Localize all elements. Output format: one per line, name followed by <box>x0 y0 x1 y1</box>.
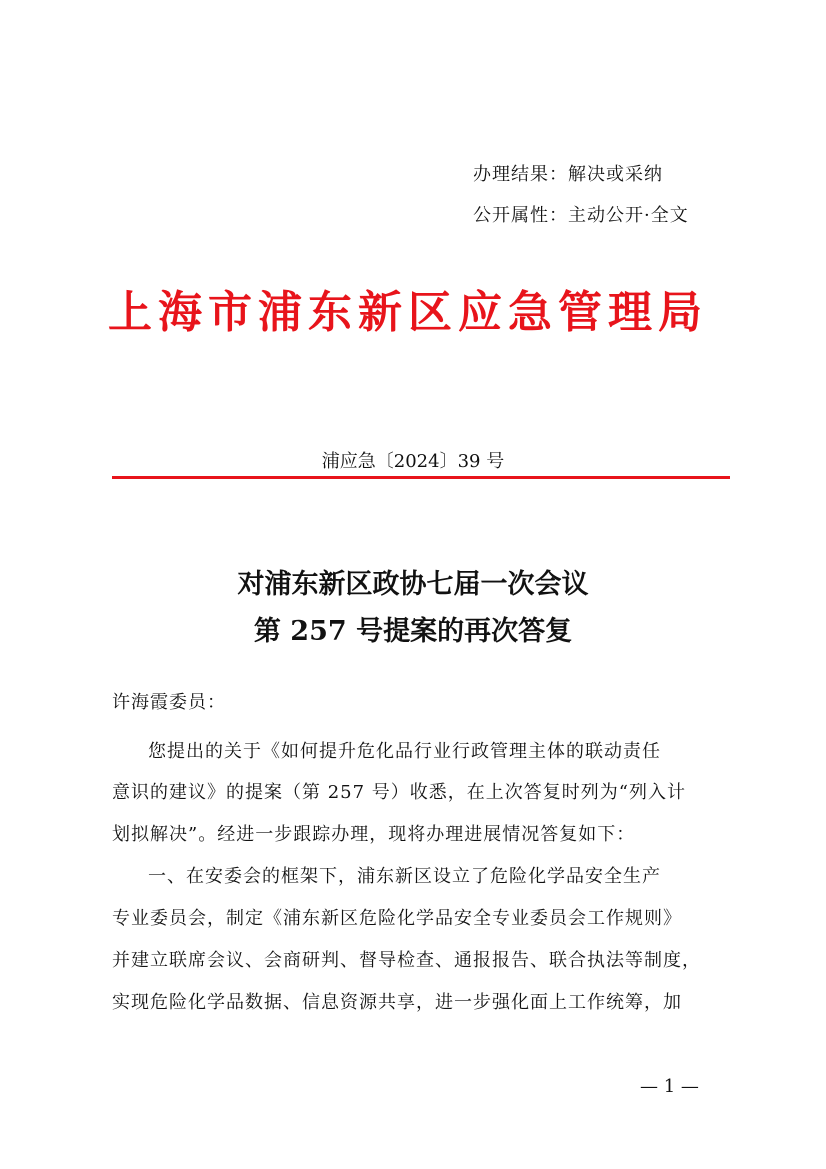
page-number: — 1 — <box>640 1076 699 1097</box>
agency-name: 上海市浦东新区应急管理局 <box>108 287 708 338</box>
paragraph-2-line: 并建立联席会议、会商研判、督导检查、通报报告、联合执法等制度， <box>112 950 701 971</box>
result-line: 办理结果：解决或采纳 <box>473 164 663 185</box>
document-title-line-2: 第 257 号提案的再次答复 <box>253 616 573 647</box>
paragraph-1-line: 划拟解决”。经进一步跟踪办理，现将办理进展情况答复如下： <box>112 824 636 845</box>
document-number: 浦应急〔2024〕39 号 <box>321 451 505 472</box>
document-title-line-1: 对浦东新区政协七届一次会议 <box>237 569 589 600</box>
paragraph-1-line: 您提出的关于《如何提升危化品行业行政管理主体的联动责任 <box>148 741 661 762</box>
salutation: 许海霞委员： <box>112 692 226 713</box>
paragraph-2-line: 专业委员会，制定《浦东新区危险化学品安全专业委员会工作规则》 <box>112 908 682 929</box>
paragraph-2-line: 一、在安委会的框架下，浦东新区设立了危险化学品安全生产 <box>148 866 661 887</box>
red-divider-line <box>112 476 730 479</box>
paragraph-1-line: 意识的建议》的提案（第 257 号）收悉，在上次答复时列为“列入计 <box>112 782 686 803</box>
paragraph-2-line: 实现危险化学品数据、信息资源共享，进一步强化面上工作统筹，加 <box>112 992 682 1013</box>
disclosure-line: 公开属性：主动公开·全文 <box>473 205 689 226</box>
